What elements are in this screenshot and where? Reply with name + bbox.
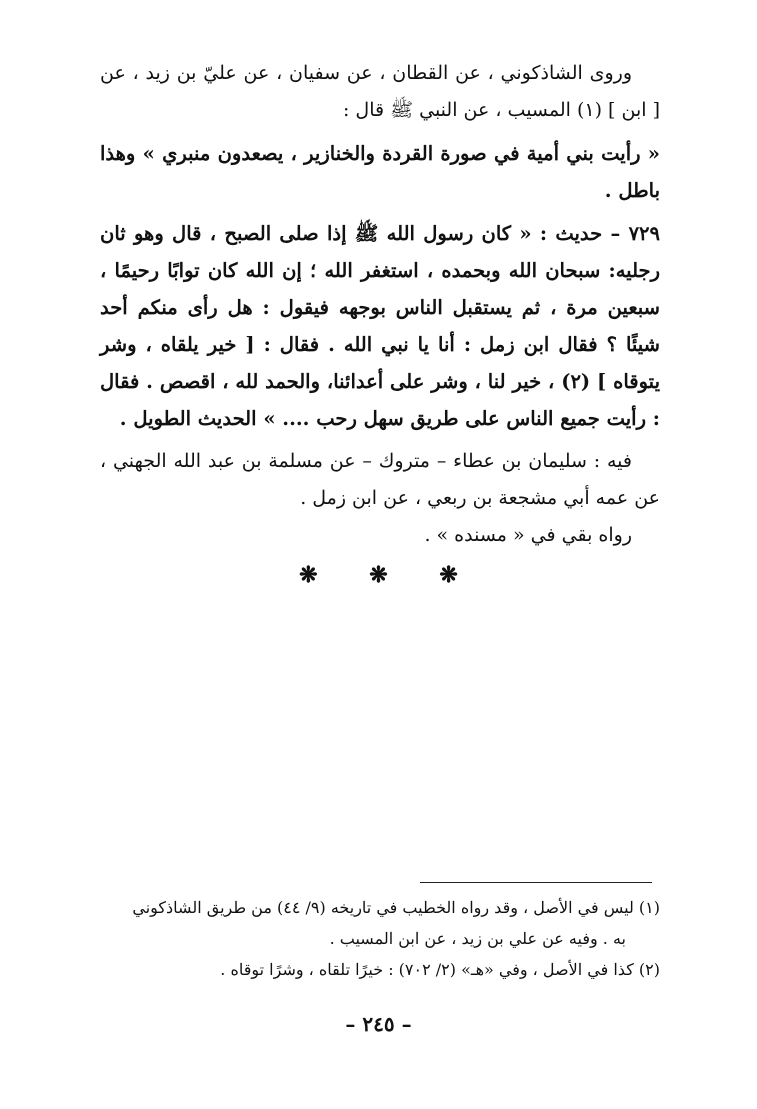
- paragraph-isnad: وروى الشاذكوني ، عن القطان ، عن سفيان ، عن عليّ بن زيد ، عن [ ابن ] (١) المسيب ، عن النبي ﷺ قال :: [100, 62, 660, 121]
- footnote-divider: [420, 882, 652, 883]
- section-separator: [0, 562, 757, 588]
- paragraph-narration: رواه بقي في « مسنده » .: [424, 524, 632, 546]
- page-body: [100, 55, 660, 554]
- footnotes: [100, 892, 660, 985]
- star-ornament-icon: ❋: [439, 562, 458, 588]
- star-ornament-icon: ❋: [299, 562, 318, 588]
- paragraph-hadith-729: ٧٢٩ – حديث : « كان رسول الله ﷺ إذا صلى الصبح ، قال وهو ثان رجليه: سبحان الله وبحمده ، استغفر الله ؛ إن الله كان توابًا رحيمًا ، سبعين مرة ، ثم يستقبل الناس بوجهه فيقول : هل رأى منكم أحد شيئًا ؟ فقال ابن زمل : أنا يا نبي الله . فقال : [ خير يلقاه ، وشر يتوقاه ] (٢) ، خير لنا ، وشر على أعدائنا، والحمد لله ، اقصص . فقال : رأيت جميع الناس على طريق سهل رحب .... » الحديث الطويل .: [100, 222, 660, 430]
- footnote-1: (١) ليس في الأصل ، وقد رواه الخطيب في تاريخه (٩/ ٤٤) من طريق الشاذكوني: [132, 898, 660, 917]
- paragraph-hadith-quote: « رأيت بني أمية في صورة القردة والخنازير ، يصعدون منبري » وهذا باطل .: [100, 142, 660, 202]
- star-ornament-icon: ❋: [369, 562, 388, 588]
- page-number: – ٢٤٥ –: [345, 1012, 412, 1036]
- footnote-1-continued: به . وفيه عن علي بن زيد ، عن ابن المسيب .: [329, 929, 626, 948]
- paragraph-commentary: فيه : سليمان بن عطاء – متروك – عن مسلمة بن عبد الله الجهني ، عن عمه أبي مشجعة بن ربعي ، عن ابن زمل .: [100, 450, 660, 509]
- footnote-2: (٢) كذا في الأصل ، وفي «هـ» (٢/ ٧٠٢) : خيرًا تلقاه ، وشرًا توقاه .: [220, 960, 660, 979]
